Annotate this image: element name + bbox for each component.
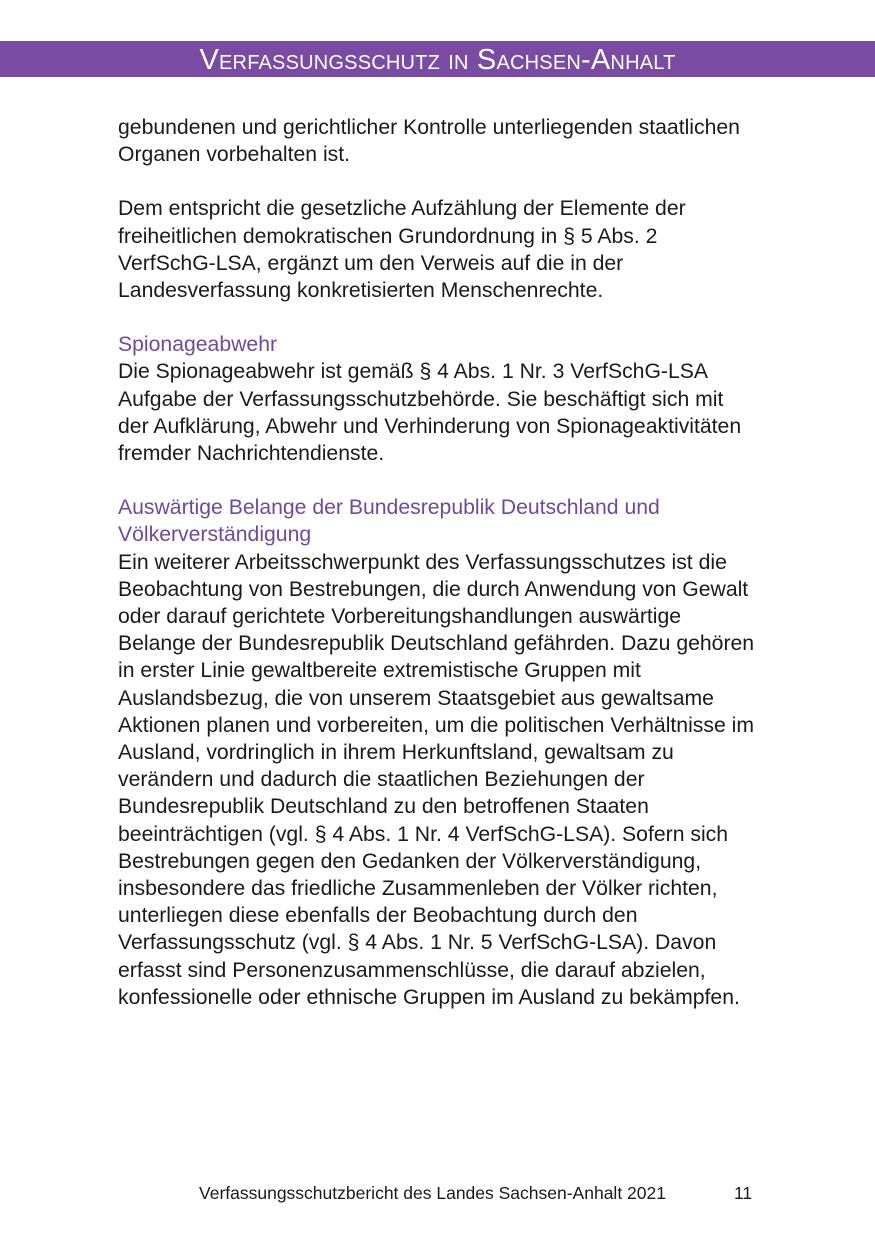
section-spionageabwehr	[118, 331, 758, 467]
section-body: Die Spionageabwehr ist gemäß § 4 Abs. 1 Nr. 3 VerfSchG-LSA Aufgabe der Verfassungsschutzbehörde. Sie beschäftigt sich mit der Aufklärung, Abwehr und Verhinderung von Spionageaktivitäten fremder Nachrichtendienste.	[118, 360, 742, 466]
paragraph-fdgo: Dem entspricht die gesetzliche Aufzählung der Elemente der freiheitlichen demokratischen Grundordnung in § 5 Abs. 2 VerfSchG-LSA, ergänzt um den Verweis auf die in der Landesverfassung konkretisierten Menschenrechte.	[118, 197, 686, 303]
section-heading: Spionageabwehr	[118, 333, 278, 357]
paragraph-continuation: gebundenen und gerichtlicher Kontrolle unterliegenden staatlichen Organen vorbehalten ist.	[118, 116, 740, 167]
header-band	[0, 41, 875, 77]
section-auswaertige-belange	[118, 494, 758, 1011]
section-heading: Auswärtige Belange der Bundesrepublik Deutschland und Völkerverständigung	[118, 496, 660, 547]
main-content	[118, 114, 758, 1038]
footer-report-title: Verfassungsschutzbericht des Landes Sachsen-Anhalt 2021	[199, 1183, 666, 1203]
page-header-title: Verfassungsschutz in Sachsen-Anhalt	[199, 44, 676, 76]
page-number: 11	[734, 1183, 753, 1203]
section-body: Ein weiterer Arbeitsschwerpunkt des Verfassungsschutzes ist die Beobachtung von Bestrebungen, die durch Anwendung von Gewalt oder darauf gerichtete Vorbereitungshandlungen auswärtige Belange der Bundesrepublik Deutschland gefährden. Dazu gehören in erster Linie gewaltbereite extremistische Gruppen mit Auslandsbezug, die von unserem Staatsgebiet aus gewaltsame Aktionen planen und vorbereiten, um die politischen Verhältnisse im Ausland, vordringlich in ihrem Herkunftsland, gewaltsam zu verändern und dadurch die staatlichen Beziehungen der Bundesrepublik Deutschland zu den betroffenen Staaten beeinträchtigen (vgl. § 4 Abs. 1 Nr. 4 VerfSchG-LSA). Sofern sich Bestrebungen gegen den Gedanken der Völkerverständigung, insbesondere das friedliche Zusammenleben der Völker richten, unterliegen diese ebenfalls der Beobachtung durch den Verfassungsschutz (vgl. § 4 Abs. 1 Nr. 5 VerfSchG-LSA). Davon erfasst sind Personenzusammenschlüsse, die darauf abzielen, konfessionelle oder ethnische Gruppen im Ausland zu bekämpfen.	[118, 550, 755, 1009]
